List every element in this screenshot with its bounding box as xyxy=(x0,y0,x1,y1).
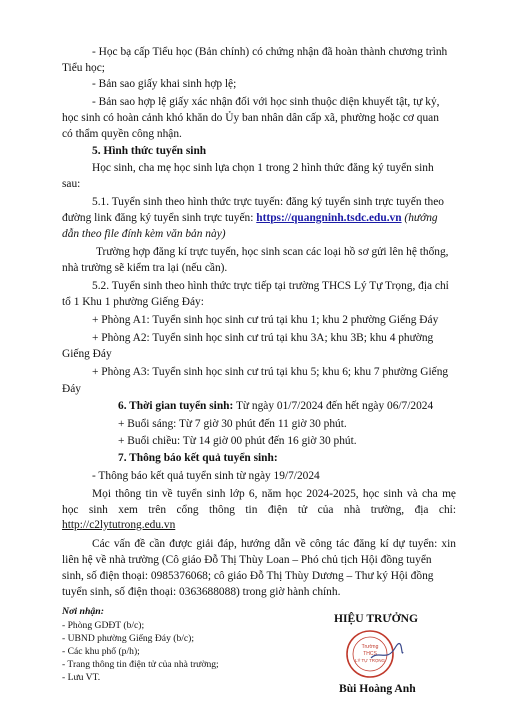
doc-line: có thẩm quyền công nhận. xyxy=(62,128,182,140)
doc-text: đường link đăng ký tuyển sinh trực tuyến: xyxy=(62,212,257,224)
doc-line: Tiểu học; xyxy=(62,62,105,74)
doc-line: tuyển sinh, số điện thoại: 0363688088) trong giờ hành chính. xyxy=(62,586,341,598)
signer-title: HIỆU TRƯỞNG xyxy=(334,612,419,625)
stamp-text: Trường xyxy=(361,644,379,650)
doc-line: Các vấn đề cần được giải đáp, hướng dẫn về công tác đăng kí dự tuyển: xin xyxy=(92,538,456,550)
doc-line: - Bản sao hợp lệ giấy xác nhận đối với học sinh thuộc diện khuyết tật, tự kỷ, xyxy=(92,96,440,108)
stamp-text: THCS xyxy=(363,651,377,657)
section-heading: 5. Hình thức tuyển sinh xyxy=(92,145,207,157)
doc-line: Đáy xyxy=(62,383,81,395)
registration-link[interactable]: https://quangninh.tsdc.edu.vn xyxy=(256,212,402,224)
doc-line: - Học bạ cấp Tiểu học (Bản chính) có chứng nhận đã hoàn thành chương trình xyxy=(92,46,448,58)
doc-line: Trường hợp đăng kí trực tuyến, học sinh scan các loại hồ sơ gửi lên hệ thống, xyxy=(96,246,449,258)
room-item: + Phòng A2: Tuyển sinh học sinh cư trú tại khu 3A; khu 3B; khu 4 phường xyxy=(92,332,434,344)
doc-text: Từ ngày 01/7/2024 đến hết ngày 06/7/2024 xyxy=(233,400,434,412)
signer-name: Bùi Hoàng Anh xyxy=(339,682,416,695)
time-item: + Buổi chiều: Từ 14 giờ 00 phút đến 16 giờ 30 phút. xyxy=(118,435,357,447)
doc-line: Mọi thông tin về tuyển sinh lớp 6, năm học 2024-2025, học sinh và cha mẹ xyxy=(92,488,456,500)
doc-line: liên hệ về nhà trường (Cô giáo Đỗ Thị Thùy Loan – Phó chủ tịch Hội đồng tuyển xyxy=(62,554,432,566)
doc-line: 5.2. Tuyển sinh theo hình thức trực tiếp tại trường THCS Lý Tự Trọng, địa chỉ xyxy=(92,280,449,292)
section-heading: 7. Thông báo kết quả tuyển sinh: xyxy=(118,452,278,464)
doc-line: Giếng Đáy xyxy=(62,348,112,360)
doc-line: - Thông báo kết quả tuyển sinh từ ngày 19/7/2024 xyxy=(92,470,320,482)
time-item: + Buổi sáng: Từ 7 giờ 30 phút đến 11 giờ 30 phút. xyxy=(118,418,347,430)
stamp-text: LÝ TỰ TRỌNG xyxy=(355,658,385,663)
recipient-item: - Lưu VT. xyxy=(62,672,101,683)
recipients-heading: Nơi nhận: xyxy=(62,606,105,617)
doc-line: học sinh có hoàn cảnh khó khăn do Ủy ban nhân dân cấp xã, phường hoặc cơ quan xyxy=(62,112,439,124)
doc-line: - Bản sao giấy khai sinh hợp lệ; xyxy=(92,78,237,90)
doc-text-italic: (hướng xyxy=(401,212,438,224)
time-heading-line xyxy=(118,399,433,414)
room-item: + Phòng A3: Tuyển sinh học sinh cư trú tại khu 5; khu 6; khu 7 phường Giếng xyxy=(92,366,449,378)
doc-line: tổ 1 Khu 1 phường Giếng Đáy: xyxy=(62,296,204,308)
doc-line: Học sinh, cha mẹ học sinh lựa chọn 1 trong 2 hình thức đăng ký tuyển sinh xyxy=(92,162,434,174)
recipient-item: - Các khu phố (p/h); xyxy=(62,646,140,657)
doc-line: sau: xyxy=(62,178,81,190)
doc-line: 5.1. Tuyển sinh theo hình thức trực tuyến: đăng ký tuyển sinh trực tuyến theo xyxy=(92,196,444,208)
school-stamp xyxy=(343,628,405,680)
recipient-item: - Phòng GDĐT (b/c); xyxy=(62,620,145,631)
room-item: + Phòng A1: Tuyển sinh học sinh cư trú tại khu 1; khu 2 phường Giếng Đáy xyxy=(92,314,439,326)
doc-line-italic: dẫn theo file đính kèm văn bản này) xyxy=(62,228,226,240)
doc-line-with-link xyxy=(62,211,438,226)
doc-line: nhà trường sẽ kiểm tra lại (nếu cần). xyxy=(62,262,228,274)
recipient-item: - Trang thông tin điện tử của nhà trường; xyxy=(62,659,219,670)
doc-line: sinh, số điện thoại: 0985376068; cô giáo Đỗ Thị Thùy Dương – Thư ký Hội đồng xyxy=(62,570,434,582)
section-heading: 6. Thời gian tuyển sinh: xyxy=(118,400,234,412)
doc-line: học sinh xem trên cổng thông tin điện tử của nhà trường, địa chỉ: xyxy=(62,504,456,516)
school-website-link[interactable]: http://c2lytutrong.edu.vn xyxy=(62,519,176,531)
recipient-item: - UBND phường Giếng Đáy (b/c); xyxy=(62,633,195,644)
